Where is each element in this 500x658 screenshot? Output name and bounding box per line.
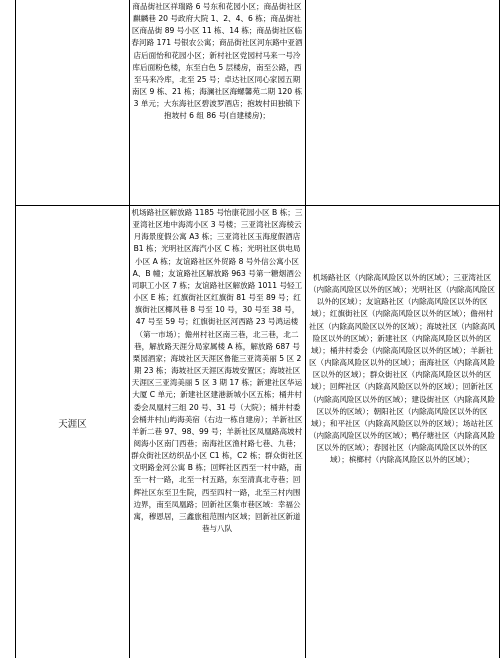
table-divider-1 (129, 0, 130, 658)
areas-cell: 机场路社区解放路 1185 号怡康花园小区 B 栋；三亚湾社区地中海湾小区 3 号楼；三亚湾社区海棱云月海景度假公寓 A3 栋；三亚湾社区玉海度假酒店 B1 栋；光明社区海汽小区 C 栋；光明社区供电局小区 A 栋；友谊路社区外贸路 8 号外信公寓小区 A、B 幢；友谊路社区解放路 963 号第一糖烟酒公司职工小区 7 栋；友谊路社区解放路 1011 号轻工小区 E 栋；红旗街社区红旗街 81 号至 89 号；红旗街社区椰风巷 8 号至 10 号，30 号至 38 号，47 号至 59 号；红旗街社区河西路 23 号鸿运楼（第一市场）；儋州村社区南三巷，北三巷，北二巷，解放路天涯分局家属楼 A 栋，解放路 687 号栗园酒家；海坡社区天涯区鲁能三亚湾美丽 5 区 2 期 23 栋；海坡社区天涯区海坡安置区；海坡社区天涯区三亚湾美丽 5 区 3 期 17 栋；新建社区华运大厦 C 单元；新建社区建港新城小区五栋；桶井村委会凤凰村三组 20 号、31 号（大院）；桶井村委会桶井村山屿海美宿（右边一栋自建房）；羊新社区羊新二巷 97、98、99 号；羊新社区凤凰路高坡村阅海小区南门西巷；南海社区渔村路七巷、九巷；群众街社区纺织品小区 C1 栋，C2 栋；群众街社区文明路金河公寓 B 栋；回辉社区西至一村中路，南至一村一路，北至一村五路，东至清真北寺巷；回辉社区东至卫生院，西至四村一路，北至三村内围边界，南至凤凰路；回新社区集市巷区域：幸福公寓，穆恩居，三鑫旅租范围内区域；回新社区新道巷与八队 (131, 208, 303, 534)
district-cell (16, 0, 129, 205)
row-divider (15, 205, 500, 206)
scope-cell (308, 1, 496, 204)
table-divider-2 (305, 0, 306, 658)
areas-cell: 商品街社区祥瑞路 6 号东和花园小区；商品街社区麒麟巷 20 号政府大院 1、2、4、6 栋；商品街社区商品街 89 号小区 11 栋、14 栋；商品街社区临春河路 171 号银农公寓；商品街社区河东路中亚酒店后面怡和花园小区；新村社区党园村马来一号冷库后面粉色楼，东至白色 5 层楼房，南至公路，西至马来冷库，北至 25 号；卓达社区同心家园五期南区 9 栋、21 栋；海澜社区海螺馨苑二期 120 栋 3 单元；大东海社区碧波罗酒店；抱坡村田独镇下抱坡村 6 组 86 号(自建楼房)； (131, 2, 303, 121)
district-cell-tianya: 天涯区 (58, 419, 87, 430)
scope-cell: 机场路社区（内除高风险区以外的区域）；三亚湾社区（内除高风险区以外的区域）；光明社区（内除高风险区以外的区域）；友谊路社区（内除高风险区以外的区域）；红旗街社区（内除高风险区以外的区域）；儋州村社区（内除高风险区以外的区域）；海坡社区（内除高风险区以外的区域）；新建社区（内除高风险区以外的区域）；桶井村委会（内除高风险区以外的区域）；羊新社区（内除高风险区以外的区域）；南海社区（内除高风险区以外的区域）；群众街社区（内除高风险区以外的区域）；回辉社区（内除高风险区以外的区域）；回新社区（内除高风险区以外的区域）；建设街社区（内除高风险区以外的区域）；朝阳社区（内除高风险区以外的区域）；和平社区（内除高风险区以外的区域）；场站社区（内除高风险区以外的区域）；鸭仔塘社区（内除高风险区以外的区域）；春园社区（内除高风险区以外的区域）；槟榔村（内除高风险区以外的区域）； (308, 273, 496, 465)
